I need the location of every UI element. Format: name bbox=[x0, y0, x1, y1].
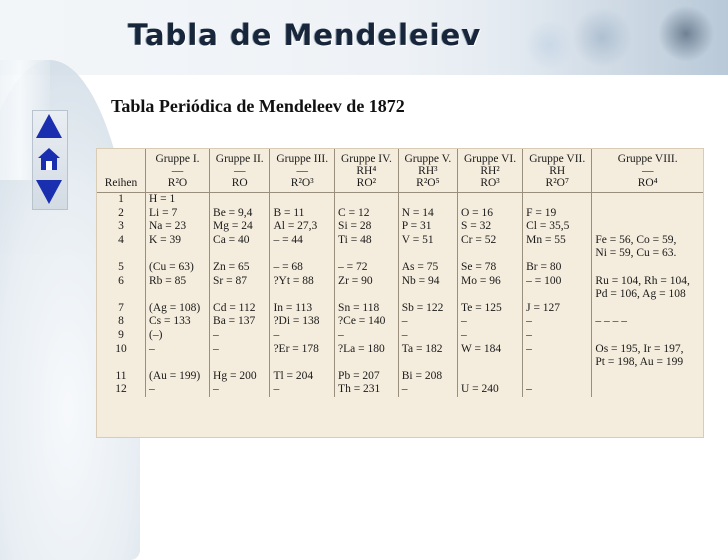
element-cell: – bbox=[210, 343, 270, 357]
element-cell bbox=[270, 288, 335, 302]
header-gruppe bbox=[523, 149, 592, 193]
element-cell: – bbox=[458, 315, 523, 329]
row-number bbox=[97, 356, 146, 370]
element-cell: Cs = 133 bbox=[146, 315, 210, 329]
element-cell: Mo = 96 bbox=[458, 275, 523, 289]
header-oxide: R²O³ bbox=[290, 177, 314, 189]
element-cell bbox=[523, 356, 592, 370]
home-button[interactable] bbox=[32, 144, 66, 176]
element-cell: (Ag = 108) bbox=[146, 302, 210, 316]
element-cell: – bbox=[398, 383, 457, 397]
element-cell bbox=[398, 288, 457, 302]
element-cell: Sb = 122 bbox=[398, 302, 457, 316]
element-cell: Zr = 90 bbox=[335, 275, 399, 289]
element-cell bbox=[210, 247, 270, 261]
element-cell: P = 31 bbox=[398, 220, 457, 234]
header-gruppe bbox=[335, 149, 399, 193]
header-oxide: RO³ bbox=[480, 177, 500, 189]
table-row bbox=[97, 343, 703, 357]
header-hydride: RH² bbox=[480, 165, 500, 177]
element-cell bbox=[523, 247, 592, 261]
element-cell bbox=[335, 356, 399, 370]
header-label: Gruppe I. bbox=[155, 153, 200, 165]
element-cell: Nb = 94 bbox=[398, 275, 457, 289]
row-number: 1 bbox=[97, 193, 146, 207]
element-cell: ?Er = 178 bbox=[270, 343, 335, 357]
element-cell: Si = 28 bbox=[335, 220, 399, 234]
previous-button[interactable] bbox=[32, 110, 66, 142]
next-button[interactable] bbox=[32, 176, 66, 208]
element-cell: Ni = 59, Cu = 63. bbox=[595, 247, 677, 260]
table-row bbox=[97, 302, 703, 316]
element-cell: Al = 27,3 bbox=[270, 220, 335, 234]
element-cell: Li = 7 bbox=[146, 207, 210, 221]
element-cell bbox=[523, 370, 592, 384]
element-cell: W = 184 bbox=[458, 343, 523, 357]
element-cell: Ta = 182 bbox=[398, 343, 457, 357]
row-number bbox=[97, 288, 146, 302]
element-cell: In = 113 bbox=[270, 302, 335, 316]
element-cell: S = 32 bbox=[458, 220, 523, 234]
lab-photo-background bbox=[518, 0, 728, 75]
header-label: Reihen bbox=[104, 177, 138, 189]
element-cell: N = 14 bbox=[398, 207, 457, 221]
header-label: Gruppe V. bbox=[404, 153, 452, 165]
element-cell: Sn = 118 bbox=[335, 302, 399, 316]
element-cell: Rb = 85 bbox=[146, 275, 210, 289]
element-cell bbox=[270, 247, 335, 261]
element-cell bbox=[146, 288, 210, 302]
element-cell: J = 127 bbox=[523, 302, 592, 316]
element-cell bbox=[270, 356, 335, 370]
element-cell: Be = 9,4 bbox=[210, 207, 270, 221]
element-cell: As = 75 bbox=[398, 261, 457, 275]
table-row bbox=[97, 370, 703, 384]
header-label: Gruppe IV. bbox=[340, 153, 392, 165]
table-row bbox=[97, 261, 703, 275]
table-row bbox=[97, 234, 703, 248]
element-cell bbox=[210, 193, 270, 207]
periodic-table-image bbox=[96, 148, 704, 438]
element-cell bbox=[458, 356, 523, 370]
row-number: 8 bbox=[97, 315, 146, 329]
header-label: Gruppe VIII. bbox=[617, 153, 678, 165]
element-cell: – bbox=[270, 329, 335, 343]
element-cell: – = 44 bbox=[270, 234, 335, 248]
element-cell bbox=[270, 193, 335, 207]
element-cell: Na = 23 bbox=[146, 220, 210, 234]
element-cell: – bbox=[210, 383, 270, 397]
header-label: Gruppe VII. bbox=[529, 153, 586, 165]
element-cell: ?La = 180 bbox=[335, 343, 399, 357]
element-cell: B = 11 bbox=[270, 207, 335, 221]
row-number: 5 bbox=[97, 261, 146, 275]
triangle-down-icon bbox=[36, 180, 62, 204]
element-cell: – = 68 bbox=[270, 261, 335, 275]
element-cell: Sr = 87 bbox=[210, 275, 270, 289]
element-cell: V = 51 bbox=[398, 234, 457, 248]
element-cell: F = 19 bbox=[523, 207, 592, 221]
table-row bbox=[97, 329, 703, 343]
element-cell: – bbox=[398, 315, 457, 329]
slide-subtitle: Tabla Periódica de Mendeleev de 1872 bbox=[111, 96, 405, 116]
header-oxide: R²O⁷ bbox=[545, 177, 569, 189]
element-cell: Zn = 65 bbox=[210, 261, 270, 275]
element-cell: Pt = 198, Au = 199 bbox=[595, 356, 684, 369]
element-cell bbox=[398, 247, 457, 261]
element-cell bbox=[458, 247, 523, 261]
element-cell: H = 1 bbox=[146, 193, 210, 207]
element-cell bbox=[335, 247, 399, 261]
header-label: Gruppe VI. bbox=[463, 153, 517, 165]
header-hydride: — bbox=[641, 165, 654, 177]
element-cell: K = 39 bbox=[146, 234, 210, 248]
table-row bbox=[97, 383, 703, 397]
row-number: 9 bbox=[97, 329, 146, 343]
header-gruppe bbox=[592, 149, 703, 193]
element-cell: – bbox=[523, 315, 592, 329]
element-cell: – bbox=[335, 329, 399, 343]
element-cell: Hg = 200 bbox=[210, 370, 270, 384]
element-cell: Ba = 137 bbox=[210, 315, 270, 329]
table-row bbox=[97, 315, 703, 329]
table-row bbox=[97, 247, 703, 261]
element-cell bbox=[592, 261, 703, 275]
element-cell bbox=[458, 288, 523, 302]
element-cell: Pd = 106, Ag = 108 bbox=[595, 288, 686, 301]
table-body bbox=[97, 193, 703, 397]
table-row bbox=[97, 220, 703, 234]
element-cell: – = 100 bbox=[523, 275, 592, 289]
element-cell: Br = 80 bbox=[523, 261, 592, 275]
element-cell: (–) bbox=[146, 329, 210, 343]
element-cell: ?Yt = 88 bbox=[270, 275, 335, 289]
element-cell: Fe = 56, Co = 59, bbox=[595, 233, 677, 246]
row-number: 11 bbox=[97, 370, 146, 384]
element-cell bbox=[592, 329, 703, 343]
header-reihen bbox=[97, 149, 146, 193]
table-row bbox=[97, 356, 703, 370]
element-cell: – bbox=[523, 383, 592, 397]
element-cell bbox=[335, 288, 399, 302]
element-cell: U = 240 bbox=[458, 383, 523, 397]
element-cell bbox=[398, 193, 457, 207]
row-number: 4 bbox=[97, 234, 146, 248]
header-hydride: — bbox=[171, 165, 184, 177]
header-hydride: RH⁴ bbox=[356, 165, 377, 177]
element-cell bbox=[210, 356, 270, 370]
element-cell: (Au = 199) bbox=[146, 370, 210, 384]
header-hydride: — bbox=[233, 165, 246, 177]
row-number: 2 bbox=[97, 207, 146, 221]
header-oxide: RO² bbox=[356, 177, 377, 189]
table-row bbox=[97, 288, 703, 302]
element-cell: – bbox=[210, 329, 270, 343]
header-gruppe bbox=[146, 149, 210, 193]
element-cell: Th = 231 bbox=[335, 383, 399, 397]
element-cell bbox=[146, 247, 210, 261]
header-gruppe bbox=[270, 149, 335, 193]
element-cell: – bbox=[523, 329, 592, 343]
element-cell: – = 72 bbox=[335, 261, 399, 275]
element-cell bbox=[523, 193, 592, 207]
row-number: 12 bbox=[97, 383, 146, 397]
element-cell bbox=[592, 302, 703, 316]
element-cell: (Cu = 63) bbox=[146, 261, 210, 275]
element-cell: O = 16 bbox=[458, 207, 523, 221]
row-number: 6 bbox=[97, 275, 146, 289]
row-number: 7 bbox=[97, 302, 146, 316]
element-cell bbox=[592, 193, 703, 207]
element-cell: Mg = 24 bbox=[210, 220, 270, 234]
element-cell: Se = 78 bbox=[458, 261, 523, 275]
header-gruppe bbox=[398, 149, 457, 193]
element-cell: Tl = 204 bbox=[270, 370, 335, 384]
element-cell bbox=[398, 356, 457, 370]
element-cell bbox=[458, 370, 523, 384]
header-oxide: RO bbox=[231, 177, 248, 189]
element-cell bbox=[592, 207, 703, 221]
element-cell bbox=[592, 220, 703, 234]
mendeleev-table bbox=[97, 149, 703, 397]
table-header-row bbox=[97, 149, 703, 193]
element-cell bbox=[592, 370, 703, 384]
header-label: Gruppe III. bbox=[276, 153, 329, 165]
table-row bbox=[97, 193, 703, 207]
element-cell: Cd = 112 bbox=[210, 302, 270, 316]
home-icon bbox=[36, 146, 62, 172]
element-cell: – bbox=[398, 329, 457, 343]
element-cell bbox=[335, 193, 399, 207]
element-cell: Os = 195, Ir = 197, bbox=[595, 342, 684, 355]
element-cell: Cr = 52 bbox=[458, 234, 523, 248]
element-cell: Mn = 55 bbox=[523, 234, 592, 248]
element-cell: – bbox=[270, 383, 335, 397]
header-hydride: RH bbox=[549, 165, 566, 177]
header-oxide: R²O⁵ bbox=[416, 177, 440, 189]
row-number: 10 bbox=[97, 343, 146, 357]
header-hydride: — bbox=[296, 165, 308, 177]
header-label: Gruppe II. bbox=[215, 153, 264, 165]
element-cell bbox=[210, 288, 270, 302]
element-cell: Cl = 35,5 bbox=[523, 220, 592, 234]
element-cell: Ru = 104, Rh = 104, bbox=[595, 274, 690, 287]
element-cell: – – – – bbox=[595, 315, 628, 328]
element-cell: – bbox=[146, 343, 210, 357]
element-cell: – bbox=[523, 343, 592, 357]
header-oxide: R²O bbox=[167, 177, 188, 189]
element-cell: – bbox=[146, 383, 210, 397]
element-cell: Ti = 48 bbox=[335, 234, 399, 248]
element-cell bbox=[458, 193, 523, 207]
element-cell: – bbox=[458, 329, 523, 343]
slide-title: Tabla de Mendeleiev bbox=[128, 18, 482, 52]
triangle-up-icon bbox=[36, 114, 62, 138]
element-cell bbox=[592, 383, 703, 397]
row-number: 3 bbox=[97, 220, 146, 234]
element-cell: Bi = 208 bbox=[398, 370, 457, 384]
element-cell: Te = 125 bbox=[458, 302, 523, 316]
header-oxide: RO⁴ bbox=[637, 177, 658, 189]
element-cell bbox=[146, 356, 210, 370]
header-hydride: RH³ bbox=[418, 165, 438, 177]
row-number bbox=[97, 247, 146, 261]
element-cell: Pb = 207 bbox=[335, 370, 399, 384]
element-cell: ?Di = 138 bbox=[270, 315, 335, 329]
header-gruppe bbox=[210, 149, 270, 193]
element-cell bbox=[523, 288, 592, 302]
element-cell: ?Ce = 140 bbox=[335, 315, 399, 329]
element-cell: Ca = 40 bbox=[210, 234, 270, 248]
header-gruppe bbox=[458, 149, 523, 193]
element-cell: C = 12 bbox=[335, 207, 399, 221]
table-row bbox=[97, 275, 703, 289]
table-row bbox=[97, 207, 703, 221]
